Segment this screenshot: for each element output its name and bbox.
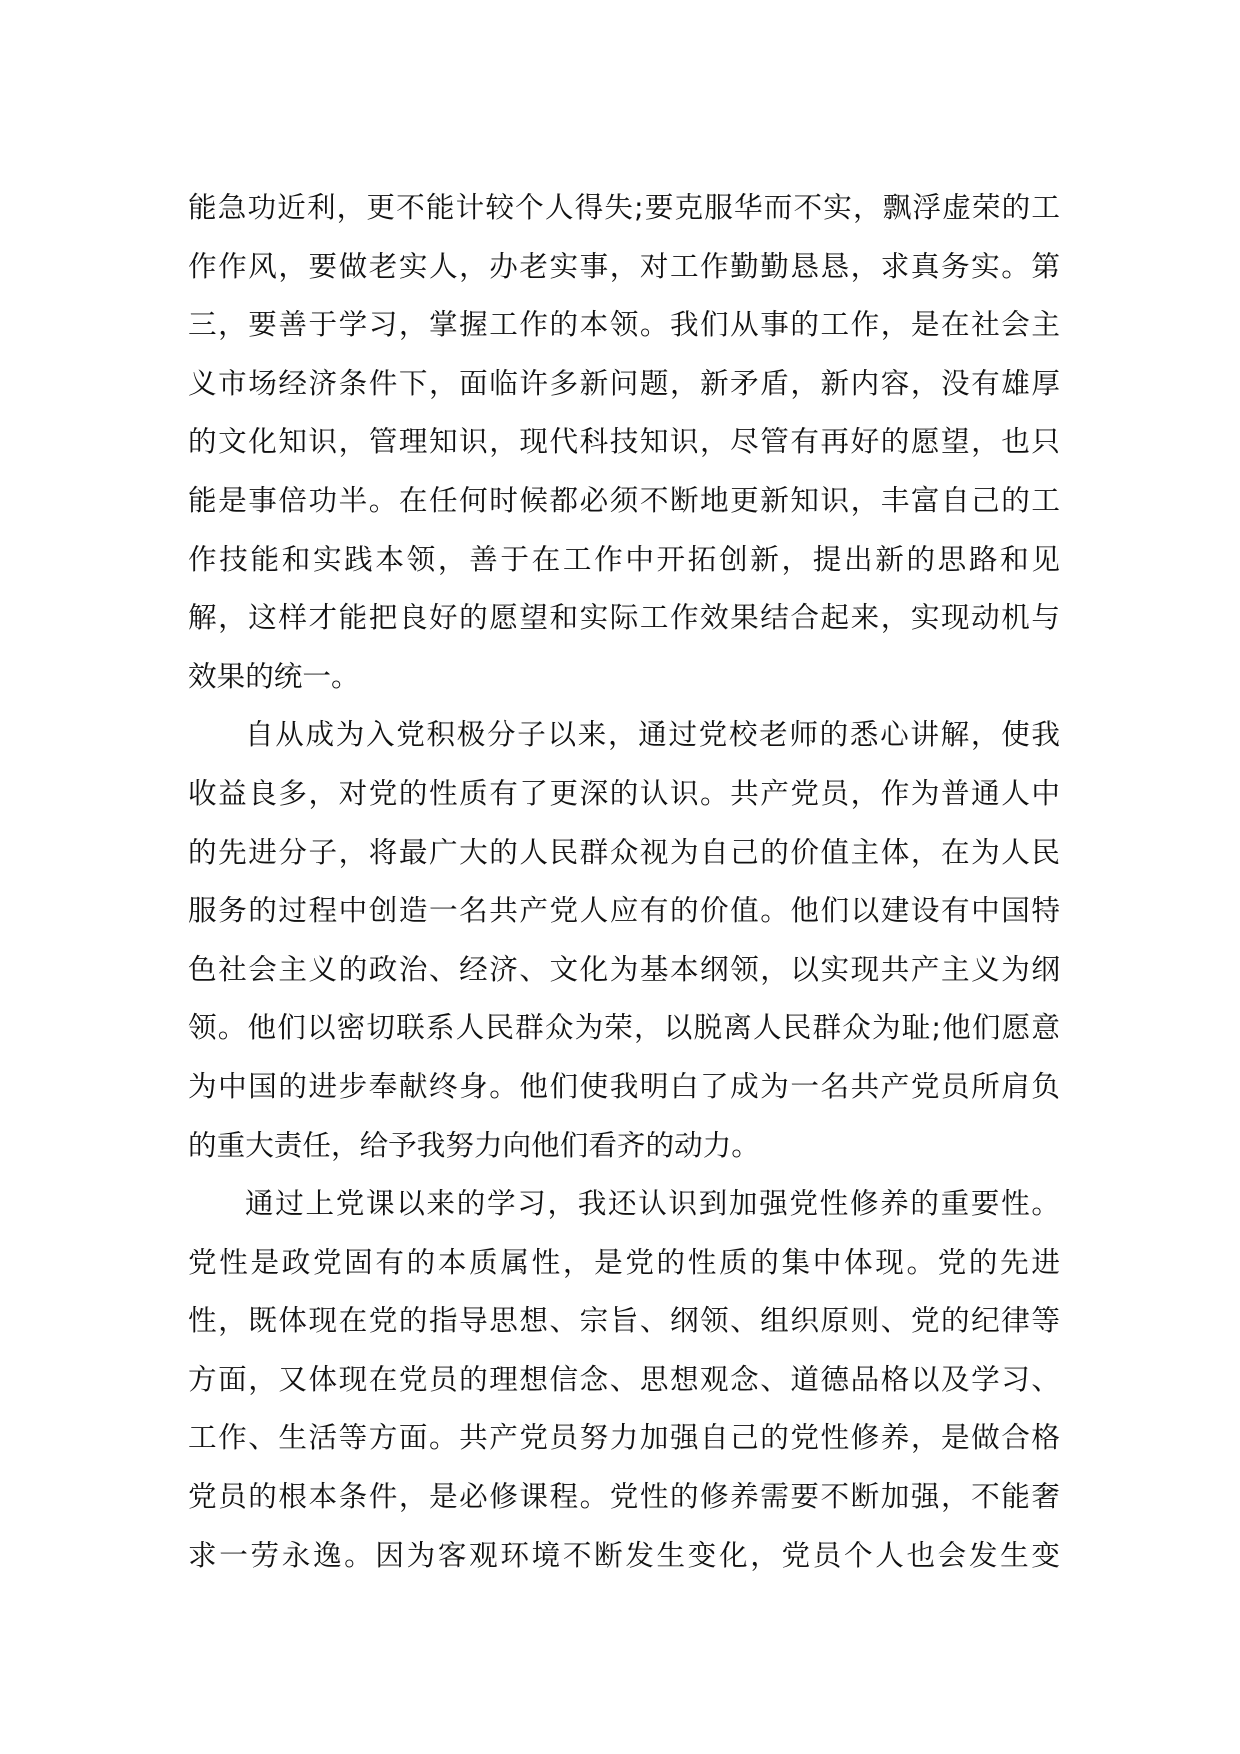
text-line: 收益良多，对党的性质有了更深的认识。共产党员，作为普通人中 bbox=[188, 775, 1060, 810]
text-line: 解，这样才能把良好的愿望和实际工作效果结合起来，实现动机与 bbox=[188, 600, 1060, 635]
text-line: 效果的统一。 bbox=[188, 658, 360, 693]
text-line: 能急功近利，更不能计较个人得失;要克服华而不实，飘浮虚荣的工 bbox=[188, 190, 1060, 224]
text-line: 色社会主义的政治、经济、文化为基本纲领，以实现共产主义为纲 bbox=[188, 951, 1060, 986]
text-line: 党员的根本条件，是必修课程。党性的修养需要不断加强，不能奢 bbox=[188, 1479, 1060, 1514]
body-text bbox=[188, 178, 1060, 1584]
text-line: 为中国的进步奉献终身。他们使我明白了成为一名共产党员所肩负 bbox=[188, 1068, 1060, 1103]
text-line: 自从成为入党积极分子以来，通过党校老师的悉心讲解，使我 bbox=[245, 717, 1060, 752]
text-line: 性，既体现在党的指导思想、宗旨、纲领、组织原则、党的纪律等 bbox=[188, 1303, 1060, 1338]
text-line: 作技能和实践本领，善于在工作中开拓创新，提出新的思路和见 bbox=[188, 541, 1060, 576]
text-line: 的文化知识，管理知识，现代科技知识，尽管有再好的愿望，也只 bbox=[188, 424, 1060, 459]
text-line: 方面，又体现在党员的理想信念、思想观念、道德品格以及学习、 bbox=[188, 1361, 1060, 1396]
text-line: 求一劳永逸。因为客观环境不断发生变化，党员个人也会发生变 bbox=[188, 1537, 1060, 1572]
text-line: 作作风，要做老实人，办老实事，对工作勤勤恳恳，求真务实。第 bbox=[188, 248, 1060, 283]
text-line: 三，要善于学习，掌握工作的本领。我们从事的工作，是在社会主 bbox=[188, 307, 1060, 342]
text-line: 服务的过程中创造一名共产党人应有的价值。他们以建设有中国特 bbox=[188, 893, 1060, 928]
text-line: 工作、生活等方面。共产党员努力加强自己的党性修养，是做合格 bbox=[188, 1420, 1060, 1455]
text-line: 领。他们以密切联系人民群众为荣，以脱离人民群众为耻;他们愿意 bbox=[188, 1010, 1060, 1045]
text-line: 的重大责任，给予我努力向他们看齐的动力。 bbox=[188, 1127, 760, 1162]
text-line: 义市场经济条件下，面临许多新问题，新矛盾，新内容，没有雄厚 bbox=[188, 365, 1060, 400]
text-line: 能是事倍功半。在任何时候都必须不断地更新知识，丰富自己的工 bbox=[188, 482, 1060, 517]
text-line: 的先进分子，将最广大的人民群众视为自己的价值主体，在为人民 bbox=[188, 834, 1060, 869]
text-line: 党性是政党固有的本质属性，是党的性质的集中体现。党的先进 bbox=[188, 1244, 1060, 1279]
text-line: 通过上党课以来的学习，我还认识到加强党性修养的重要性。 bbox=[245, 1186, 1060, 1221]
